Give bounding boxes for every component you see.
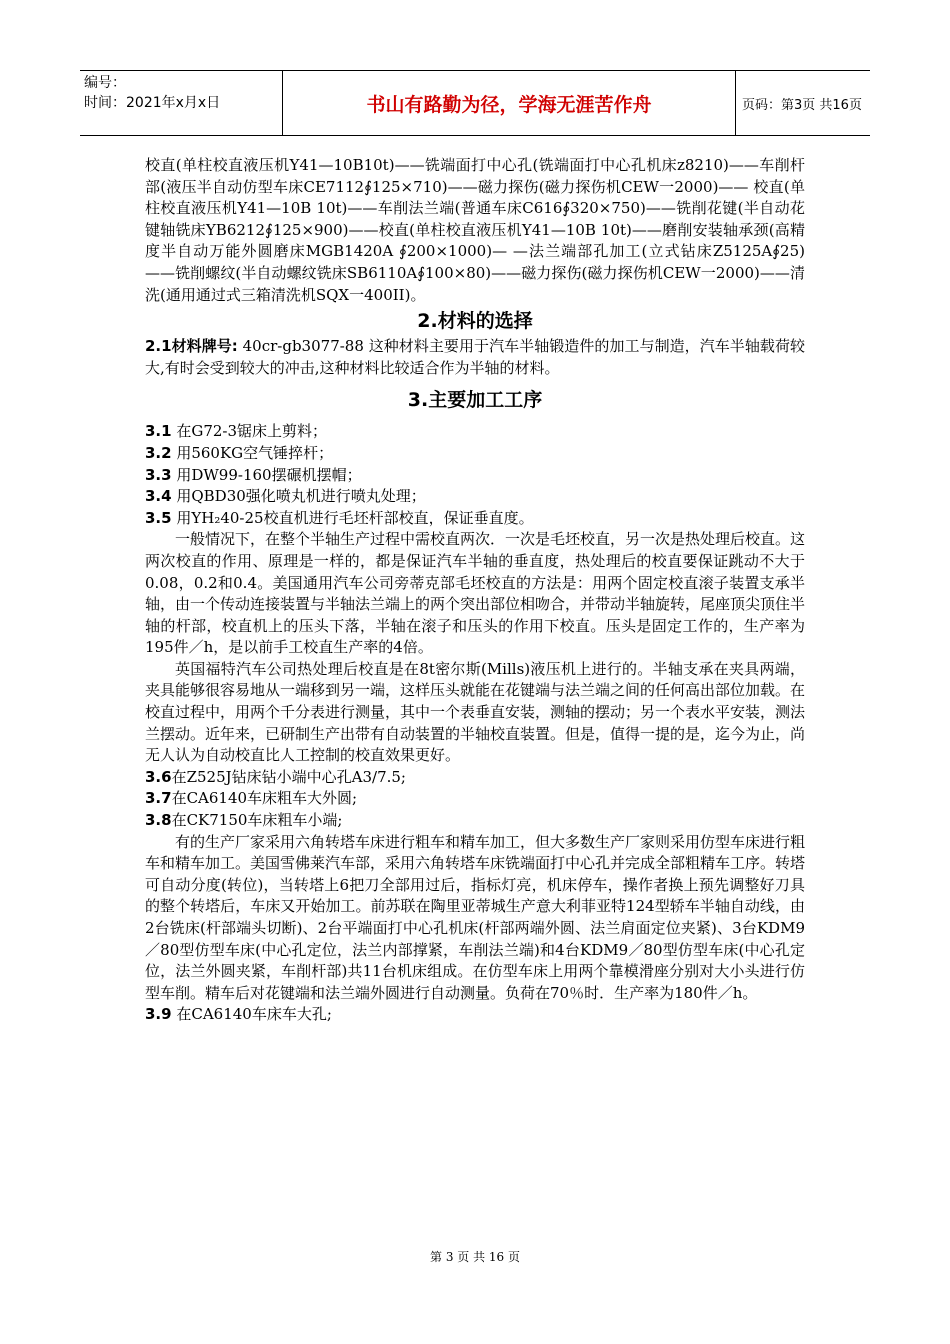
section-3-heading: 3.主要加工工序	[407, 389, 543, 412]
section-2-heading: 2.材料的选择	[417, 310, 533, 333]
header-motto: 书山有路勤为径，学海无涯苦作舟	[282, 71, 736, 135]
step-text: 用YH₂40-25校直机进行毛坯杆部校直，保证垂直度。	[171, 508, 534, 527]
step-number: 3.8	[145, 811, 172, 830]
process-steps-c	[145, 1004, 805, 1026]
step-number: 3.2	[145, 443, 172, 462]
list-item	[145, 421, 805, 443]
section-2-1-paragraph	[145, 336, 805, 379]
list-item	[145, 508, 805, 530]
page-header	[80, 70, 870, 136]
header-meta	[84, 73, 280, 133]
header-time: 时间：2021年x月x日	[84, 95, 221, 111]
step-number: 3.1	[145, 422, 172, 441]
step-number: 3.5	[145, 508, 172, 527]
step-text: 用QBD30强化喷丸机进行喷丸处理；	[171, 487, 426, 506]
list-item	[145, 788, 805, 810]
step-number: 3.3	[145, 465, 172, 484]
straightening-paragraph-1: 一般情况下，在整个半轴生产过程中需校直两次．一次是毛坯校直，另一次是热处理后校直。这两次校直的作用、原理是一样的，都是保证汽车半轴的垂直度，热处理后的校直要保证跳动不大于0.08，0.2和0.4。美国通用汽车公司旁蒂克部毛坯校直的方法是：用两个固定校直滚子装置支承半轴，由一个传动连接装置与半轴法兰端上的两个突出部位相吻合，并带动半轴旋转，尾座顶尖顶住半轴的杆部，校直机上的压头下落，半轴在滚子和压头的作用下校直。压头是固定工作的，生产率为195件／h，是以前手工校直生产率的4倍。	[145, 530, 806, 657]
section-2-1-text: 40cr-gb3077-88 这种材料主要用于汽车半轴锻造件的加工与制造，汽车半轴载荷较大,有时会受到较大的冲击,这种材料比较适合作为半轴的材料。	[145, 337, 805, 377]
step-text: 用560KG空气锤捽杆；	[171, 443, 334, 462]
section-2-1-label: 2.1材料牌号:	[145, 337, 238, 356]
step-number: 3.9	[145, 1005, 172, 1024]
step-text: 在CK7150车床粗车小端;	[171, 811, 343, 830]
step-number: 3.7	[145, 789, 172, 808]
process-steps-a	[145, 421, 805, 529]
step-number: 3.6	[145, 767, 172, 786]
step-number: 3.4	[145, 487, 172, 506]
list-item	[145, 767, 805, 789]
step-text: 在G72-3锯床上剪料；	[171, 422, 328, 441]
step-text: 在CA6140车床粗车大外圆;	[171, 789, 358, 808]
process-route-paragraph: 校直(单柱校直液压机Y41—10B10t)——铣端面打中心孔(铣端面打中心孔机床z8210)——车削杆部(液压半自动仿型车床CE7112∮125×710)——磁力探伤(磁力探伤机CEW一2000)—— 校直(单柱校直液压机Y41—10B 10t)——车削法兰端(普通车床C616∮320×750)——铣削花键(半自动花键轴铣床YB6212∮125×900)——校直(单柱校直液压机Y41—10B 10t)——磨削安装轴承颈(高精度半自动万能外圆磨床MGB1420A ∮200×1000)— —法兰端部孔加工(立式钻床Z5125A∮25)——铣削螺纹(半自动螺纹铣床SB6110A∮100×80)——磁力探伤(磁力探伤机CEW一2000)——清洗(通用通过式三箱清洗机SQX一400II)。	[145, 156, 805, 304]
step-text: 用DW99-160摆碾机摆帽；	[171, 465, 362, 484]
step-text: 在CA6140车床车大孔;	[171, 1005, 332, 1024]
straightening-paragraph-2: 英国福特汽车公司热处理后校直是在8t密尔斯(Mills)液压机上进行的。半轴支承在夹具两端，夹具能够很容易地从一端移到另一端，这样压头就能在花键端与法兰端之间的任何高出部位加载。在校直过程中，用两个千分表进行测量，其中一个表垂直安装，测轴的摆动；另一个表水平安装，测法兰摆动。近年来，已研制生产出带有自动装置的半轴校直装置。但是，值得一提的是，迄今为止，尚无人认为自动校直比人工控制的校直效果更好。	[145, 659, 806, 765]
step-text: 在Z525J钻床钻小端中心孔A3/7.5;	[171, 767, 406, 786]
list-item	[145, 443, 805, 465]
document-body	[145, 155, 805, 1026]
page-footer: 第 3 页 共 16 页	[430, 1250, 520, 1264]
header-page-info: 页码：第3页 共16页	[742, 97, 862, 113]
header-number: 编号：	[84, 75, 126, 91]
list-item	[145, 486, 805, 508]
list-item	[145, 1004, 805, 1026]
list-item	[145, 810, 805, 832]
list-item	[145, 465, 805, 487]
turning-paragraph: 有的生产厂家采用六角转塔车床进行粗车和精车加工，但大多数生产厂家则采用仿型车床进行粗车和精车加工。美国雪佛莱汽车部，采用六角转塔车床铣端面打中心孔并完成全部粗精车工序。转塔可自动分度(转位)，当转塔上6把刀全部用过后，指标灯亮，机床停车，操作者换上预先调整好刀具的整个转塔后，车床又开始加工。前苏联在陶里亚蒂城生产意大利菲亚特124型轿车半轴自动线，由2台铣床(杆部端头切断)、2台平端面打中心孔机床(杆部两端外圆、法兰肩面定位夹紧)、3台KDM9／80型仿型车床(中心孔定位，法兰内部撑紧，车削法兰端)和4台KDM9／80型仿型车床(中心孔定位，法兰外圆夹紧，车削杆部)共11台机床组成。在仿型车床上用两个靠模滑座分别对大小头进行仿型车削。精车后对花键端和法兰端外圆进行自动测量。负荷在70％时．生产率为180件／h。	[145, 832, 806, 1002]
process-steps-b	[145, 767, 805, 832]
